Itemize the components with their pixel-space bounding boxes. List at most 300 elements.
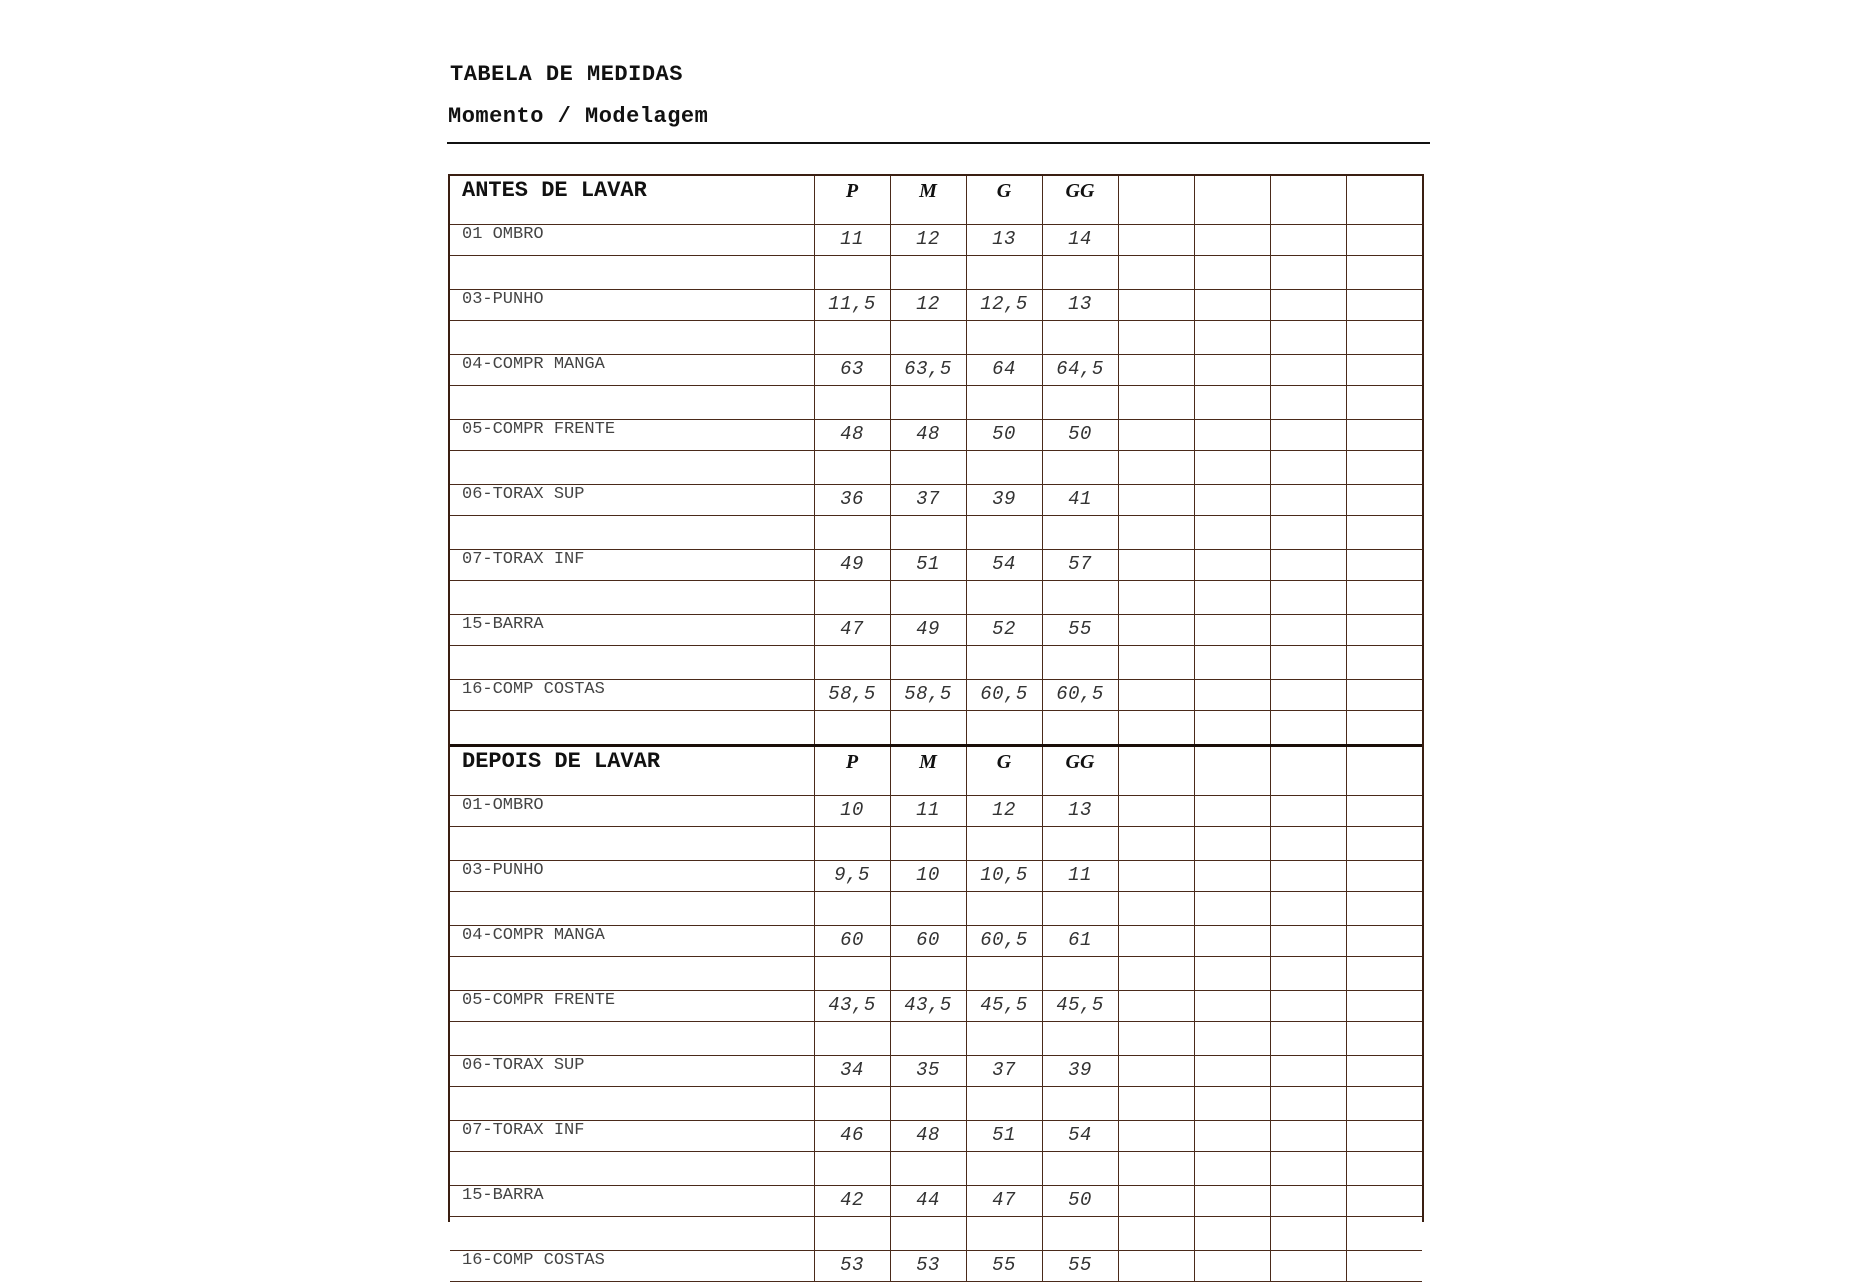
measurement-value: 63,5 (890, 355, 966, 386)
empty-cell (1118, 711, 1194, 746)
measurement-value: 51 (890, 550, 966, 581)
measurement-value: 41 (1042, 485, 1118, 516)
measurement-value: 63 (814, 355, 890, 386)
empty-cell (814, 646, 890, 680)
measurement-value: 48 (890, 1121, 966, 1152)
size-column-header: GG (1042, 746, 1118, 796)
measurement-row (450, 420, 1422, 451)
measurement-row (450, 861, 1422, 892)
measurement-row (450, 1186, 1422, 1217)
measurement-value: 52 (966, 615, 1042, 646)
empty-cell (1118, 550, 1194, 581)
empty-cell (814, 711, 890, 746)
empty-cell (966, 256, 1042, 290)
measurement-value: 45,5 (1042, 991, 1118, 1022)
empty-cell (1194, 581, 1270, 615)
empty-cell (1194, 176, 1270, 225)
empty-cell (890, 1152, 966, 1186)
empty-cell (1270, 1022, 1346, 1056)
empty-cell (1194, 926, 1270, 957)
empty-cell (450, 1022, 814, 1056)
measurement-value: 34 (814, 1056, 890, 1087)
measurement-value: 54 (1042, 1121, 1118, 1152)
empty-cell (1346, 957, 1422, 991)
empty-cell (450, 1217, 814, 1251)
measurement-value: 39 (966, 485, 1042, 516)
measurement-value: 51 (966, 1121, 1042, 1152)
empty-cell (450, 1152, 814, 1186)
measurement-value: 43,5 (814, 991, 890, 1022)
empty-cell (1042, 892, 1118, 926)
empty-cell (966, 581, 1042, 615)
empty-cell (1346, 420, 1422, 451)
empty-cell (1270, 1121, 1346, 1152)
empty-cell (1118, 516, 1194, 550)
spacer-row (450, 516, 1422, 550)
measurement-value: 12 (890, 290, 966, 321)
measurement-label: 06-TORAX SUP (450, 485, 814, 516)
empty-cell (1042, 386, 1118, 420)
empty-cell (1270, 926, 1346, 957)
empty-cell (1042, 256, 1118, 290)
empty-cell (1270, 485, 1346, 516)
empty-cell (1194, 615, 1270, 646)
empty-cell (1194, 680, 1270, 711)
empty-cell (890, 1217, 966, 1251)
measurement-value: 47 (814, 615, 890, 646)
empty-cell (1270, 1152, 1346, 1186)
empty-cell (966, 1217, 1042, 1251)
empty-cell (1346, 1217, 1422, 1251)
empty-cell (1346, 386, 1422, 420)
empty-cell (1346, 615, 1422, 646)
empty-cell (1346, 256, 1422, 290)
measurement-value: 49 (814, 550, 890, 581)
measurement-row (450, 290, 1422, 321)
measurement-value: 13 (966, 225, 1042, 256)
measurement-value: 53 (890, 1251, 966, 1282)
empty-cell (1346, 451, 1422, 485)
empty-cell (814, 957, 890, 991)
empty-cell (1346, 1087, 1422, 1121)
measurement-value: 64,5 (1042, 355, 1118, 386)
empty-cell (1194, 957, 1270, 991)
measurement-value: 10 (814, 796, 890, 827)
empty-cell (890, 1087, 966, 1121)
empty-cell (1118, 861, 1194, 892)
measurement-value: 60,5 (1042, 680, 1118, 711)
empty-cell (1346, 290, 1422, 321)
empty-cell (1118, 827, 1194, 861)
empty-cell (966, 646, 1042, 680)
empty-cell (450, 516, 814, 550)
empty-cell (1270, 957, 1346, 991)
measurement-value: 48 (814, 420, 890, 451)
empty-cell (1042, 827, 1118, 861)
spacer-row (450, 386, 1422, 420)
empty-cell (1270, 892, 1346, 926)
measurement-label: 03-PUNHO (450, 290, 814, 321)
measurement-value: 12,5 (966, 290, 1042, 321)
measurement-value: 58,5 (814, 680, 890, 711)
empty-cell (1270, 680, 1346, 711)
measurement-value: 11 (890, 796, 966, 827)
measurement-value: 58,5 (890, 680, 966, 711)
measurement-row (450, 355, 1422, 386)
empty-cell (890, 892, 966, 926)
empty-cell (1346, 225, 1422, 256)
empty-cell (1118, 796, 1194, 827)
table-body (450, 176, 1422, 1282)
empty-cell (1270, 1056, 1346, 1087)
empty-cell (450, 646, 814, 680)
empty-cell (1194, 485, 1270, 516)
measurement-value: 45,5 (966, 991, 1042, 1022)
empty-cell (1042, 957, 1118, 991)
empty-cell (966, 892, 1042, 926)
spacer-row (450, 321, 1422, 355)
empty-cell (1346, 646, 1422, 680)
empty-cell (1194, 991, 1270, 1022)
empty-cell (1270, 861, 1346, 892)
empty-cell (966, 321, 1042, 355)
empty-cell (966, 711, 1042, 746)
empty-cell (1346, 176, 1422, 225)
empty-cell (1346, 550, 1422, 581)
measurement-row (450, 615, 1422, 646)
measurement-value: 39 (1042, 1056, 1118, 1087)
empty-cell (1118, 1186, 1194, 1217)
measurement-value: 37 (890, 485, 966, 516)
empty-cell (1118, 746, 1194, 796)
empty-cell (1346, 1152, 1422, 1186)
empty-cell (814, 451, 890, 485)
size-column-header: GG (1042, 176, 1118, 225)
empty-cell (890, 711, 966, 746)
empty-cell (814, 516, 890, 550)
empty-cell (1194, 355, 1270, 386)
measurement-row (450, 991, 1422, 1022)
measurement-row (450, 1056, 1422, 1087)
spacer-row (450, 957, 1422, 991)
empty-cell (1346, 1186, 1422, 1217)
measurement-label: 07-TORAX INF (450, 550, 814, 581)
empty-cell (1118, 957, 1194, 991)
empty-cell (1270, 225, 1346, 256)
measurement-label: 04-COMPR MANGA (450, 926, 814, 957)
measurement-label: 04-COMPR MANGA (450, 355, 814, 386)
empty-cell (1042, 516, 1118, 550)
empty-cell (1118, 176, 1194, 225)
empty-cell (1270, 581, 1346, 615)
measurement-label: 15-BARRA (450, 1186, 814, 1217)
measurement-value: 11,5 (814, 290, 890, 321)
spacer-row (450, 646, 1422, 680)
empty-cell (1346, 516, 1422, 550)
empty-cell (1346, 746, 1422, 796)
empty-cell (1194, 386, 1270, 420)
empty-cell (1270, 827, 1346, 861)
measurement-table (450, 176, 1422, 1282)
measurement-value: 55 (1042, 1251, 1118, 1282)
empty-cell (1270, 516, 1346, 550)
empty-cell (1118, 991, 1194, 1022)
empty-cell (1042, 1022, 1118, 1056)
measurement-sheet (448, 174, 1424, 1276)
size-column-header: M (890, 746, 966, 796)
empty-cell (1118, 646, 1194, 680)
empty-cell (1270, 1217, 1346, 1251)
empty-cell (1270, 451, 1346, 485)
empty-cell (1194, 646, 1270, 680)
empty-cell (1194, 827, 1270, 861)
measurement-value: 53 (814, 1251, 890, 1282)
measurement-label: 01 OMBRO (450, 225, 814, 256)
spacer-row (450, 1217, 1422, 1251)
empty-cell (1346, 581, 1422, 615)
empty-cell (890, 321, 966, 355)
empty-cell (1042, 321, 1118, 355)
spacer-row (450, 1152, 1422, 1186)
measurement-value: 49 (890, 615, 966, 646)
empty-cell (890, 386, 966, 420)
empty-cell (450, 581, 814, 615)
empty-cell (1194, 1152, 1270, 1186)
empty-cell (814, 321, 890, 355)
measurement-value: 57 (1042, 550, 1118, 581)
measurement-value: 10 (890, 861, 966, 892)
empty-cell (1346, 926, 1422, 957)
empty-cell (1270, 1087, 1346, 1121)
empty-cell (966, 451, 1042, 485)
measurement-value: 48 (890, 420, 966, 451)
empty-cell (1270, 321, 1346, 355)
empty-cell (814, 1022, 890, 1056)
document-title: TABELA DE MEDIDAS (450, 62, 683, 87)
measurement-value: 12 (890, 225, 966, 256)
empty-cell (1194, 711, 1270, 746)
empty-cell (1118, 451, 1194, 485)
empty-cell (1194, 1121, 1270, 1152)
empty-cell (1042, 1217, 1118, 1251)
empty-cell (1194, 746, 1270, 796)
empty-cell (1194, 256, 1270, 290)
empty-cell (450, 256, 814, 290)
empty-cell (1270, 290, 1346, 321)
spacer-row (450, 1087, 1422, 1121)
empty-cell (1270, 176, 1346, 225)
empty-cell (814, 581, 890, 615)
empty-cell (1118, 1251, 1194, 1282)
empty-cell (1118, 485, 1194, 516)
document-subtitle: Momento / Modelagem (448, 104, 709, 129)
empty-cell (814, 827, 890, 861)
empty-cell (1346, 827, 1422, 861)
measurement-label: 07-TORAX INF (450, 1121, 814, 1152)
empty-cell (1194, 1251, 1270, 1282)
measurement-row (450, 485, 1422, 516)
measurement-value: 13 (1042, 796, 1118, 827)
empty-cell (1270, 991, 1346, 1022)
empty-cell (1042, 646, 1118, 680)
empty-cell (1118, 355, 1194, 386)
empty-cell (1118, 581, 1194, 615)
empty-cell (1270, 256, 1346, 290)
empty-cell (966, 1152, 1042, 1186)
measurement-label: 15-BARRA (450, 615, 814, 646)
measurement-value: 60,5 (966, 926, 1042, 957)
size-column-header: G (966, 176, 1042, 225)
size-column-header: P (814, 746, 890, 796)
measurement-row (450, 1251, 1422, 1282)
empty-cell (1118, 290, 1194, 321)
empty-cell (890, 957, 966, 991)
empty-cell (890, 581, 966, 615)
measurement-label: 05-COMPR FRENTE (450, 420, 814, 451)
empty-cell (814, 256, 890, 290)
empty-cell (1118, 1121, 1194, 1152)
empty-cell (814, 1152, 890, 1186)
measurement-value: 50 (1042, 420, 1118, 451)
empty-cell (1270, 711, 1346, 746)
measurement-value: 50 (1042, 1186, 1118, 1217)
measurement-value: 61 (1042, 926, 1118, 957)
empty-cell (1118, 225, 1194, 256)
empty-cell (1042, 451, 1118, 485)
measurement-value: 46 (814, 1121, 890, 1152)
empty-cell (1118, 386, 1194, 420)
empty-cell (450, 711, 814, 746)
measurement-row (450, 796, 1422, 827)
empty-cell (1346, 321, 1422, 355)
empty-cell (1194, 290, 1270, 321)
measurement-value: 10,5 (966, 861, 1042, 892)
section-heading: DEPOIS DE LAVAR (450, 746, 814, 796)
spacer-row (450, 827, 1422, 861)
empty-cell (1118, 1056, 1194, 1087)
section-heading: ANTES DE LAVAR (450, 176, 814, 225)
empty-cell (966, 386, 1042, 420)
empty-cell (890, 827, 966, 861)
empty-cell (1270, 746, 1346, 796)
spacer-row (450, 581, 1422, 615)
empty-cell (814, 386, 890, 420)
empty-cell (450, 451, 814, 485)
measurement-value: 60 (890, 926, 966, 957)
measurement-label: 05-COMPR FRENTE (450, 991, 814, 1022)
empty-cell (1194, 1087, 1270, 1121)
empty-cell (1194, 420, 1270, 451)
empty-cell (890, 451, 966, 485)
empty-cell (1270, 1186, 1346, 1217)
measurement-value: 9,5 (814, 861, 890, 892)
empty-cell (1270, 550, 1346, 581)
empty-cell (1194, 1186, 1270, 1217)
spacer-row (450, 711, 1422, 746)
empty-cell (1194, 796, 1270, 827)
empty-cell (966, 516, 1042, 550)
empty-cell (1346, 355, 1422, 386)
empty-cell (1194, 516, 1270, 550)
measurement-label: 01-OMBRO (450, 796, 814, 827)
empty-cell (890, 256, 966, 290)
spacer-row (450, 451, 1422, 485)
measurement-value: 12 (966, 796, 1042, 827)
empty-cell (890, 516, 966, 550)
empty-cell (1346, 680, 1422, 711)
empty-cell (1270, 796, 1346, 827)
empty-cell (450, 386, 814, 420)
measurement-value: 55 (1042, 615, 1118, 646)
empty-cell (1118, 615, 1194, 646)
measurement-value: 37 (966, 1056, 1042, 1087)
empty-cell (1118, 1152, 1194, 1186)
empty-cell (1270, 615, 1346, 646)
spacer-row (450, 256, 1422, 290)
empty-cell (450, 957, 814, 991)
empty-cell (1118, 256, 1194, 290)
empty-cell (1346, 892, 1422, 926)
empty-cell (1194, 1056, 1270, 1087)
measurement-label: 16-COMP COSTAS (450, 1251, 814, 1282)
empty-cell (1118, 1087, 1194, 1121)
empty-cell (1194, 451, 1270, 485)
empty-cell (1194, 1217, 1270, 1251)
measurement-value: 44 (890, 1186, 966, 1217)
measurement-value: 42 (814, 1186, 890, 1217)
empty-cell (1346, 485, 1422, 516)
measurement-row (450, 225, 1422, 256)
empty-cell (450, 1087, 814, 1121)
empty-cell (1194, 861, 1270, 892)
empty-cell (1346, 711, 1422, 746)
empty-cell (966, 1022, 1042, 1056)
empty-cell (966, 1087, 1042, 1121)
empty-cell (1118, 680, 1194, 711)
empty-cell (966, 957, 1042, 991)
measurement-row (450, 550, 1422, 581)
measurement-value: 54 (966, 550, 1042, 581)
measurement-label: 03-PUNHO (450, 861, 814, 892)
size-column-header: M (890, 176, 966, 225)
empty-cell (1118, 1022, 1194, 1056)
empty-cell (966, 827, 1042, 861)
spacer-row (450, 892, 1422, 926)
empty-cell (1346, 861, 1422, 892)
empty-cell (1118, 892, 1194, 926)
measurement-value: 60,5 (966, 680, 1042, 711)
empty-cell (814, 1217, 890, 1251)
empty-cell (1270, 420, 1346, 451)
measurement-value: 50 (966, 420, 1042, 451)
empty-cell (1118, 420, 1194, 451)
measurement-value: 35 (890, 1056, 966, 1087)
measurement-label: 16-COMP COSTAS (450, 680, 814, 711)
section-header-row (450, 746, 1422, 796)
empty-cell (890, 646, 966, 680)
empty-cell (890, 1022, 966, 1056)
empty-cell (1194, 550, 1270, 581)
measurement-value: 55 (966, 1251, 1042, 1282)
empty-cell (1346, 991, 1422, 1022)
measurement-row (450, 680, 1422, 711)
empty-cell (1194, 225, 1270, 256)
empty-cell (1346, 1056, 1422, 1087)
empty-cell (814, 892, 890, 926)
section-header-row (450, 176, 1422, 225)
measurement-value: 11 (814, 225, 890, 256)
empty-cell (1194, 1022, 1270, 1056)
